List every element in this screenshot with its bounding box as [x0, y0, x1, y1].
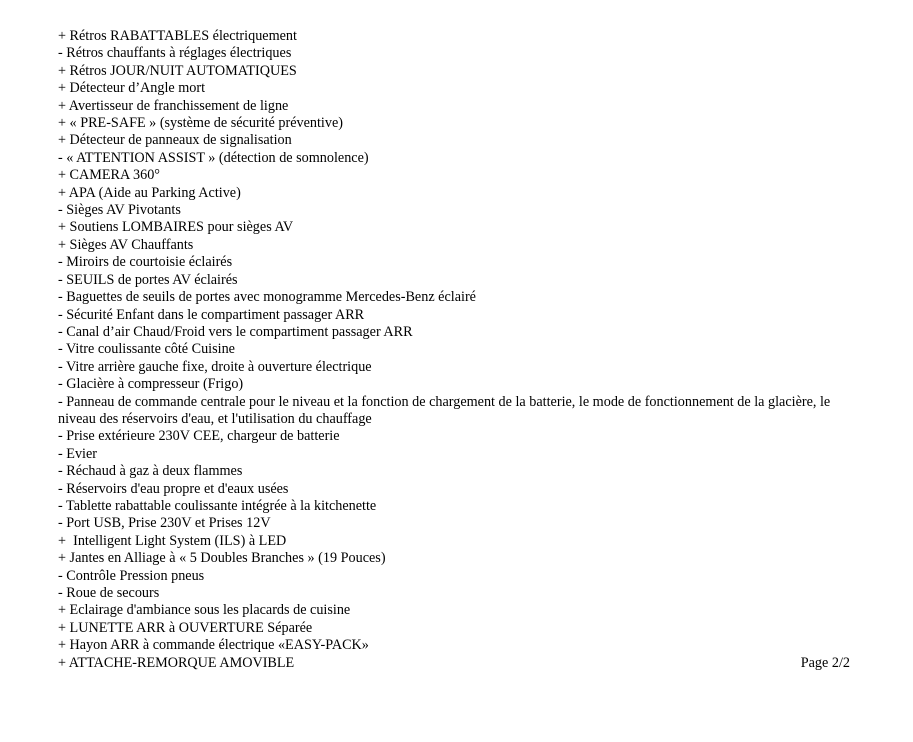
- list-item: + CAMERA 360°: [58, 167, 160, 184]
- list-item: + Rétros JOUR/NUIT AUTOMATIQUES: [58, 62, 297, 79]
- list-item: - Miroirs de courtoisie éclairés: [58, 254, 233, 271]
- last-row: [58, 655, 850, 672]
- list-item: + Hayon ARR à commande électrique «EASY-PACK»: [58, 637, 369, 654]
- equipment-list: [58, 28, 858, 655]
- list-item: - Réchaud à gaz à deux flammes: [58, 463, 243, 480]
- list-item: - Tablette rabattable coulissante intégrée à la kitchenette: [58, 497, 377, 514]
- list-item: - Vitre arrière gauche fixe, droite à ouverture électrique: [58, 358, 372, 375]
- list-item: - Sièges AV Pivotants: [58, 202, 181, 219]
- list-item: + APA (Aide au Parking Active): [58, 184, 241, 201]
- list-item: + Rétros RABATTABLES électriquement: [58, 28, 297, 44]
- list-item: - Panneau de commande centrale pour le niveau et la fonction de chargement de la batterie, le mode de fonctionnement de la glacière, le niveau des réservoirs d'eau, et l'utilisation du chauffage: [58, 393, 834, 427]
- list-item: - « ATTENTION ASSIST » (détection de somnolence): [58, 149, 369, 166]
- list-item: - Vitre coulissante côté Cuisine: [58, 341, 235, 358]
- list-item: + Avertisseur de franchissement de ligne: [58, 97, 289, 114]
- list-item: + ATTACHE-REMORQUE AMOVIBLE: [58, 654, 295, 671]
- page-number: Page 2/2: [800, 654, 850, 671]
- list-item: - Réservoirs d'eau propre et d'eaux usées: [58, 480, 289, 497]
- list-item: - Roue de secours: [58, 585, 160, 601]
- list-item: - Contrôle Pression pneus: [58, 567, 205, 584]
- list-item: + Intelligent Light System (ILS) à LED: [58, 532, 287, 549]
- list-item: - Evier: [58, 445, 97, 462]
- list-item: + Détecteur d’Angle mort: [58, 80, 206, 97]
- list-item: - Rétros chauffants à réglages électriques: [58, 45, 292, 62]
- list-item: - Baguettes de seuils de portes avec monogramme Mercedes-Benz éclairé: [58, 289, 476, 306]
- document-body: [58, 28, 858, 672]
- list-item: + « PRE-SAFE » (système de sécurité préventive): [58, 115, 343, 132]
- list-item: + Soutiens LOMBAIRES pour sièges AV: [58, 219, 294, 236]
- list-item: - SEUILS de portes AV éclairés: [58, 271, 238, 288]
- list-item: + LUNETTE ARR à OUVERTURE Séparée: [58, 619, 313, 636]
- list-item: - Canal d’air Chaud/Froid vers le compartiment passager ARR: [58, 323, 413, 340]
- list-item: - Sécurité Enfant dans le compartiment passager ARR: [58, 306, 365, 323]
- list-item: + Sièges AV Chauffants: [58, 236, 194, 253]
- list-item: + Eclairage d'ambiance sous les placards de cuisine: [58, 602, 351, 619]
- list-item: + Jantes en Alliage à « 5 Doubles Branches » (19 Pouces): [58, 550, 386, 567]
- list-item: - Port USB, Prise 230V et Prises 12V: [58, 515, 271, 532]
- list-item: - Prise extérieure 230V CEE, chargeur de batterie: [58, 428, 340, 445]
- list-item: + Détecteur de panneaux de signalisation: [58, 132, 292, 149]
- list-item: - Glacière à compresseur (Frigo): [58, 376, 244, 393]
